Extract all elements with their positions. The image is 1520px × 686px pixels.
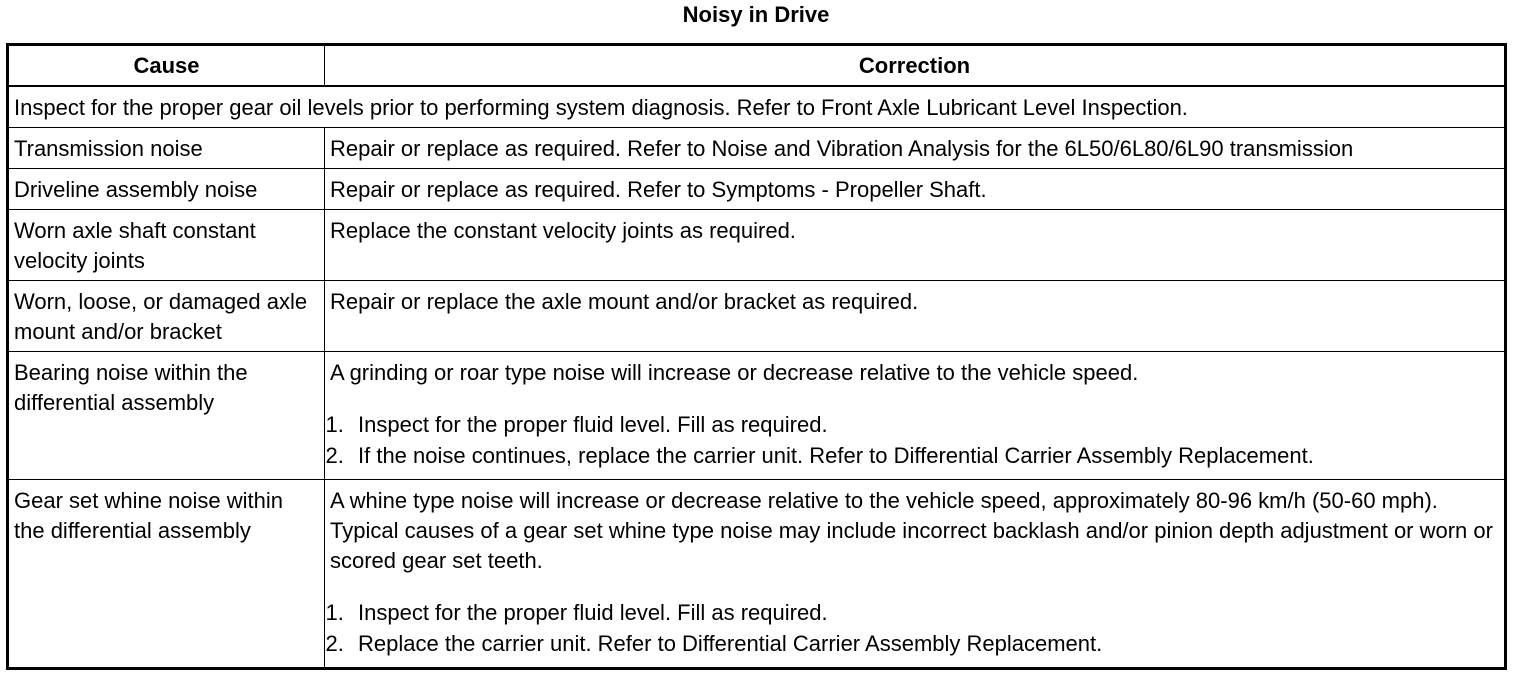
correction-cell — [325, 128, 1506, 169]
table-row — [8, 480, 1506, 669]
correction-text: A whine type noise will increase or decrease relative to the vehicle speed, approximately 80-96 km/h (50-60 mph). Typical causes of a gear set whine type noise may include incorrect backlash and/or pinion depth adjustment or worn or scored gear set teeth. — [330, 488, 1493, 573]
cause-cell: Bearing noise within the differential assembly — [8, 352, 325, 480]
page-title: Noisy in Drive — [682, 2, 830, 27]
list-item: 2. If the noise continues, replace the carrier unit. Refer to Differential Carrier Assembly Replacement. — [350, 440, 1499, 471]
correction-cell: Repair or replace as required. Refer to Symptoms - Propeller Shaft. — [325, 169, 1506, 210]
diagnosis-table — [6, 43, 1507, 670]
note-row — [8, 86, 1506, 128]
correction-cell: Replace the constant velocity joints as required. — [325, 210, 1506, 281]
cause-cell: Transmission noise — [8, 128, 325, 169]
header-correction: Correction — [325, 45, 1506, 87]
header-row — [8, 45, 1506, 87]
correction-text: A grinding or roar type noise will increase or decrease relative to the vehicle speed. — [330, 360, 1139, 385]
steps-list — [330, 597, 1499, 659]
correction-cell — [325, 352, 1506, 480]
list-item: 2. Replace the carrier unit. Refer to Differential Carrier Assembly Replacement. — [350, 628, 1499, 659]
table-row — [8, 210, 1506, 281]
list-item: 1. Inspect for the proper fluid level. Fill as required. — [350, 409, 1499, 440]
cause-cell: Gear set whine noise within the differential assembly — [8, 480, 325, 669]
table-row — [8, 128, 1506, 169]
table-row — [8, 352, 1506, 480]
cause-cell: Worn, loose, or damaged axle mount and/or bracket — [8, 281, 325, 352]
steps-list — [330, 409, 1499, 471]
correction-cell: Repair or replace the axle mount and/or bracket as required. — [325, 281, 1506, 352]
correction-cell — [325, 480, 1506, 669]
header-cause: Cause — [8, 45, 325, 87]
cause-cell: Driveline assembly noise — [8, 169, 325, 210]
table-row — [8, 169, 1506, 210]
table-row — [8, 281, 1506, 352]
note-text: Inspect for the proper gear oil levels prior to performing system diagnosis. Refer to Front Axle Lubricant Level Inspection. — [8, 86, 1506, 128]
cause-cell: Worn axle shaft constant velocity joints — [8, 210, 325, 281]
list-item: 1. Inspect for the proper fluid level. Fill as required. — [350, 597, 1499, 628]
correction-text: Repair or replace as required. Refer to Noise and Vibration Analysis for the 6L50/6L80/6L90 transmission — [330, 136, 1354, 161]
